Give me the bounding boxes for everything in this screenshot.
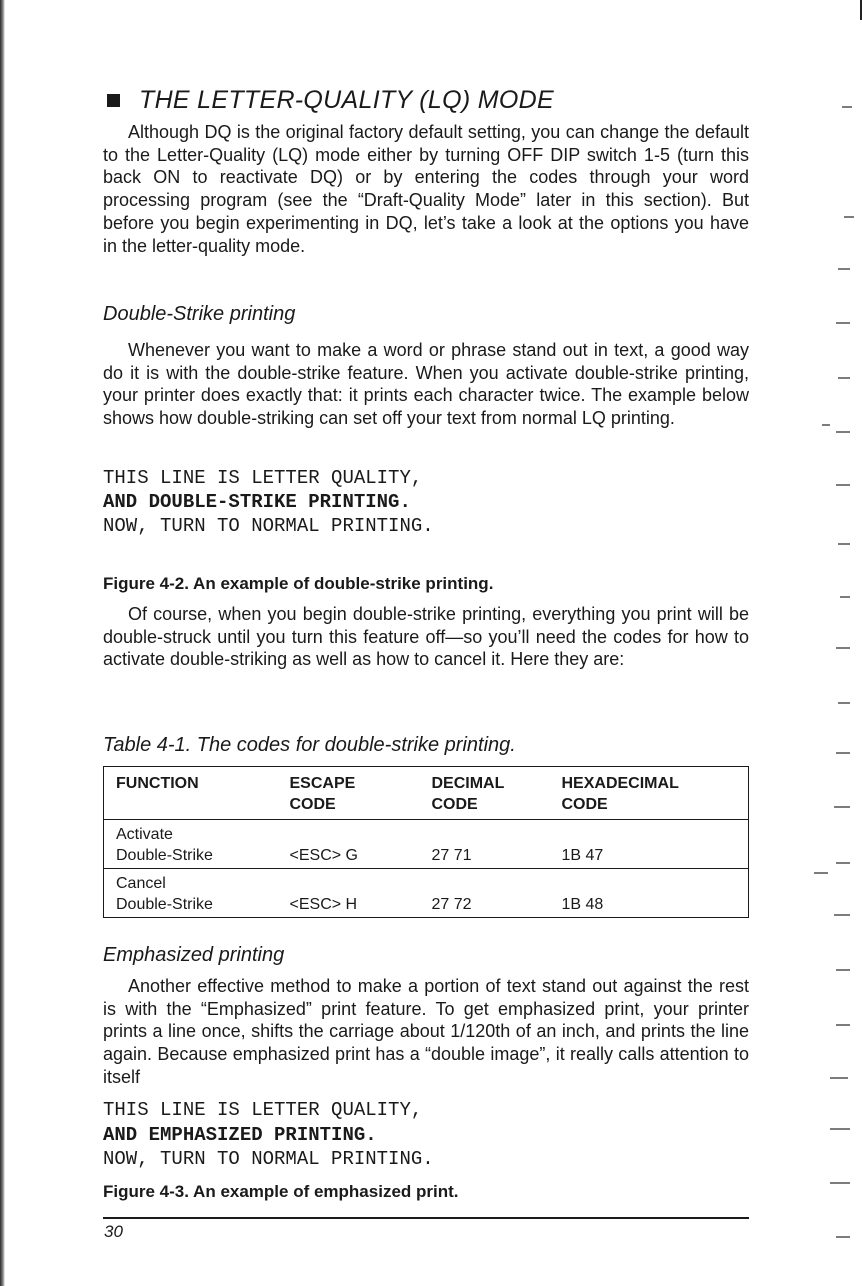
figure-4-2-caption: Figure 4-2. An example of double-strike printing. xyxy=(103,574,494,593)
header-escape-code: ESCAPE CODE xyxy=(278,767,420,820)
square-bullet-icon xyxy=(107,94,120,107)
scan-edge-marks xyxy=(828,0,858,1286)
page-number: 30 xyxy=(104,1222,123,1241)
double-strike-paragraph: Whenever you want to make a word or phrase stand out in text, a good way do it is with the double-strike feature. When you activate double-strike printing, your printer does exactly that: it prints each character twice. The example below shows how double-striking can set off your text from normal LQ printing. xyxy=(103,340,749,429)
table-row xyxy=(104,869,749,918)
header-hexadecimal-code: HEXADECIMAL CODE xyxy=(550,767,749,820)
double-strike-heading: Double-Strike printing xyxy=(103,303,296,325)
figure-4-3-caption: Figure 4-3. An example of emphasized print. xyxy=(103,1182,459,1201)
page-binding-edge xyxy=(0,0,5,1286)
header-decimal-code: DECIMAL CODE xyxy=(420,767,550,820)
table-row xyxy=(104,820,749,869)
cell-escape: <ESC> G xyxy=(278,820,420,869)
emphasized-paragraph: Another effective method to make a portion of text stand out against the rest is with the “Emphasized” print feature. To get emphasized print, your printer prints a line once, shifts the carriage about 1/120th of an inch, and prints the line again. Because emphasized print has a “double image”, it really calls attention to itself xyxy=(103,976,749,1087)
emphasized-heading: Emphasized printing xyxy=(103,944,285,966)
table-4-1-title: Table 4-1. The codes for double-strike printing. xyxy=(103,734,516,756)
cell-hex: 1B 47 xyxy=(550,820,749,869)
double-strike-codes-table xyxy=(103,766,749,918)
footer-rule xyxy=(103,1217,749,1219)
header-function: FUNCTION xyxy=(104,767,278,820)
double-strike-example-line-3: NOW, TURN TO NORMAL PRINTING. xyxy=(103,515,434,537)
cell-function: Activate Double-Strike xyxy=(104,820,278,869)
section-title-text: THE LETTER-QUALITY (LQ) MODE xyxy=(139,86,554,114)
section-title xyxy=(107,86,554,115)
emphasized-example-line-3: NOW, TURN TO NORMAL PRINTING. xyxy=(103,1148,434,1170)
cell-escape: <ESC> H xyxy=(289,896,358,913)
double-strike-followup-paragraph: Of course, when you begin double-strike printing, everything you print will be double-struck until you turn this feature off—so you’ll need the codes for how to activate double-striking as well as how to cancel it. Here they are: xyxy=(103,604,749,670)
intro-paragraph: Although DQ is the original factory default setting, you can change the default to the Letter-Quality (LQ) mode either by turning OFF DIP switch 1-5 (turn this back ON to reactivate DQ) or by entering the codes through your word processing program (see the “Draft-Quality Mode” later in this section). But before you begin experimenting in DQ, let’s take a look at the options you have in the letter-quality mode. xyxy=(103,122,749,256)
double-strike-example-line-1: THIS LINE IS LETTER QUALITY, xyxy=(103,467,423,489)
emphasized-example-line-2: AND EMPHASIZED PRINTING. xyxy=(103,1124,377,1146)
emphasized-example-line-1: THIS LINE IS LETTER QUALITY, xyxy=(103,1099,423,1121)
cell-decimal: 27 72 xyxy=(431,896,472,913)
cell-hex: 1B 48 xyxy=(561,896,604,913)
double-strike-example-line-2: AND DOUBLE-STRIKE PRINTING. xyxy=(103,491,411,513)
cell-decimal: 27 71 xyxy=(420,820,550,869)
cell-function: Cancel Double-Strike xyxy=(116,875,213,913)
table-header-row xyxy=(104,767,749,820)
